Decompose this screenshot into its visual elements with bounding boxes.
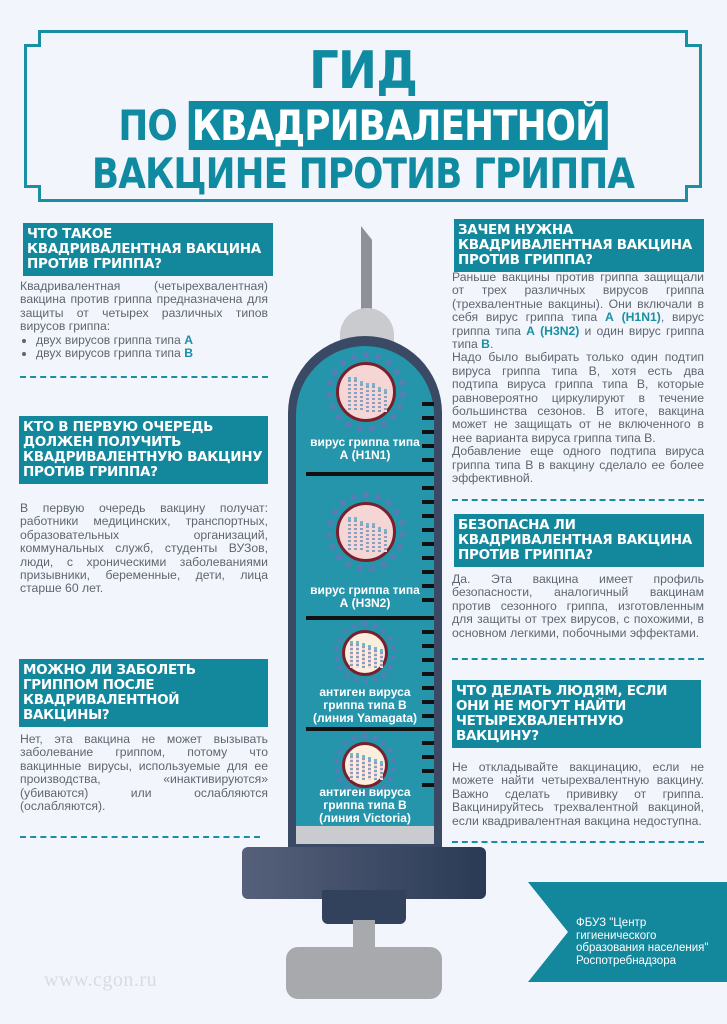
question-title-what-is: ЧТО ТАКОЕ КВАДРИВАЛЕНТНАЯ ВАКЦИНА ПРОТИВ ГРИППА? [23,223,273,276]
virus-h3n2-icon [326,492,406,572]
question-title-what-to-do: ЧТО ДЕЛАТЬ ЛЮДЯМ, ЕСЛИ ОНИ НЕ МОГУТ НАЙТИ ЧЕТЫРЕХВАЛЕНТНУЮ ВАКЦИНУ? [452,680,701,748]
label-yamagata: антиген вируса гриппа типа В (линия Yamagata) [313,685,417,725]
syringe-plunger-seal [296,826,434,844]
title-line-3: ВАКЦИНЕ ПРОТИВ ГРИППА [91,149,635,198]
divider [452,658,704,660]
label-victoria: антиген вируса гриппа типа В (линия Victoria) [319,785,411,825]
virus-yamagata-icon [334,622,396,684]
label-h3n2: вирус гриппа типа А (H3N2) [310,583,420,610]
divider [452,499,704,501]
answer-is-safe: Да. Эта вакцина имеет профиль безопасности, аналогичный вакцинам против сезонного гриппа, изготовленным для защиты от трех вирусов, с похожими, в основном легкими, побочными эффектами. [452,572,704,640]
title-frame [24,30,702,202]
answer-what-to-do: Не откладывайте вакцинацию, если не можете найти четырехвалентную вакцину. Важно сделать прививку от гриппа. Вакцинируйтесь трехвалентной вакциной, если квадривалентная вакцина недоступна. [452,760,704,828]
divider [20,376,268,378]
answer-can-get-sick: Нет, эта вакцина не может вызывать заболевание гриппом, потому что вакцинные вирусы, используемые для ее производства, «инактивируются» (убиваются) или ослабляются (ослабляются). [20,732,268,814]
answer-who-first: В первую очередь вакцину получат: работники медицинских, транспортных, образовательных организаций, коммунальных служб, студенты ВУЗов, люди, с хроническими заболеваниями призывники, беременные, дети, лица старше 60 лет. [20,501,268,596]
syringe-flange-base [322,890,406,924]
segment-divider [306,727,434,731]
answer-what-is: Квадривалентная (четырехвалентная) вакцина против гриппа предназначена для защиты от четырех различных типов вирусов гриппа: • двух вирусов гриппа типа А • двух вирусов гриппа типа В [20,280,268,360]
question-title-can-get-sick: МОЖНО ЛИ ЗАБОЛЕТЬ ГРИППОМ ПОСЛЕ КВАДРИВАЛЕНТНОЙ ВАКЦИНЫ? [19,659,268,727]
divider [452,841,704,843]
syringe-plunger-rod [353,920,375,950]
question-title-who-first: КТО В ПЕРВУЮ ОЧЕРЕДЬ ДОЛЖЕН ПОЛУЧИТЬ КВАДРИВАЛЕНТНУЮ ВАКЦИНУ ПРОТИВ ГРИППА? [19,416,268,484]
divider [20,836,260,838]
question-title-why-needed: ЗАЧЕМ НУЖНА КВАДРИВАЛЕНТНАЯ ВАКЦИНА ПРОТИВ ГРИППА? [454,219,704,272]
segment-divider [306,472,434,476]
answer-why-needed: Раньше вакцины против гриппа защищали от трех различных вирусов гриппа (трехвалентные вакцины). Они включали в себя вирус гриппа типа А (H1N1), вирус гриппа типа А (H3N2) и один вирус гриппа типа В. Надо было выбирать только один подтип вируса гриппа типа В, хотя есть два подтипа вируса гриппа типа В, которые равновероятно циркулируют в течение большинства сезонов. В итоге, вакцина может не защищать от не включенного в нее варианта вируса гриппа типа В. Добавление еще одного подтипа вируса гриппа типа В в вакцину сделало ее более эффективной. [452,270,704,486]
syringe-needle [361,226,372,318]
bullet-type-a: • двух вирусов гриппа типа А [36,334,268,347]
segment-divider [306,616,434,620]
label-h1n1: вирус гриппа типа А (H1N1) [310,435,420,462]
org-name: ФБУЗ "Центр гигиенического образования населения" Роспотребнадзора [576,917,709,967]
question-title-is-safe: БЕЗОПАСНА ЛИ КВАДРИВАЛЕНТНАЯ ВАКЦИНА ПРОТИВ ГРИППА? [454,514,704,567]
title-line-2: ПО КВАДРИВАЛЕНТНОЙ [77,101,648,150]
title-highlight: КВАДРИВАЛЕНТНОЙ [188,101,607,150]
bullet-type-b: • двух вирусов гриппа типа В [36,347,268,360]
virus-h1n1-icon [326,352,406,432]
syringe-thumb-rest [286,947,442,999]
title-line-1: ГИД [309,41,417,101]
watermark-url: www.cgon.ru [44,969,158,991]
